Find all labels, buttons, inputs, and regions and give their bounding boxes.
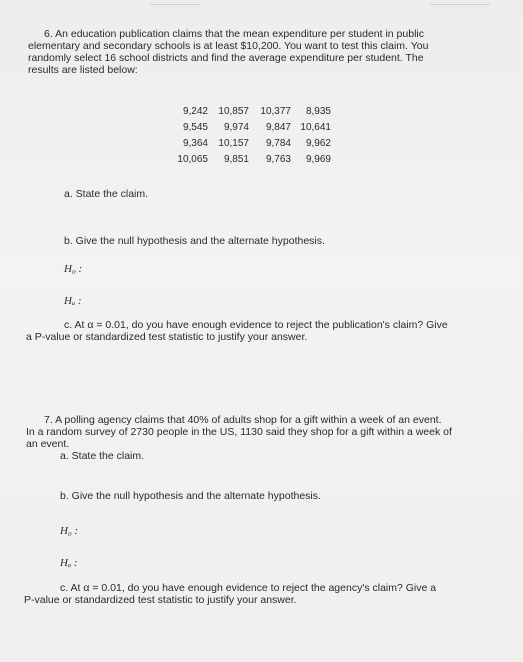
q6-part-b: b. Give the null hypothesis and the alternate hypothesis. [64, 235, 325, 247]
q6-null-hypothesis-label: H₀ : [64, 263, 83, 275]
data-cell: 10,641 [300, 121, 331, 133]
q6-part-c-line: c. At α = 0.01, do you have enough evidence to reject the publication's claim? Give [64, 319, 448, 331]
q7-intro-line: 7. A polling agency claims that 40% of adults shop for a gift within a week of an event. [44, 414, 442, 426]
data-cell: 10,157 [218, 137, 249, 149]
q6-intro-line: results are listed below: [28, 64, 138, 76]
data-cell: 9,962 [305, 137, 331, 149]
table-row [170, 151, 331, 167]
q7-part-a: a. State the claim. [60, 450, 145, 462]
q7-part-b: b. Give the null hypothesis and the alternate hypothesis. [60, 490, 321, 502]
data-cell: 10,377 [260, 105, 291, 117]
q7-alternate-hypothesis-label: Hₐ : [60, 557, 78, 569]
table-row [170, 119, 331, 135]
data-cell: 9,847 [265, 121, 291, 133]
data-cell: 10,857 [218, 105, 249, 117]
data-cell: 9,969 [305, 153, 331, 165]
expenditure-data-table [170, 103, 331, 167]
q7-intro-line: In a random survey of 2730 people in the US, 1130 said they shop for a gift within a week of [26, 426, 452, 438]
data-cell: 9,364 [182, 137, 208, 149]
table-row [170, 103, 331, 119]
q6-intro-line: randomly select 16 school districts and find the average expenditure per student. The [28, 52, 424, 64]
q7-intro-line: an event. [26, 438, 70, 450]
q7-part-c-line: P-value or standardized test statistic to justify your answer. [24, 594, 297, 606]
data-cell: 9,974 [223, 121, 249, 133]
data-cell: 9,242 [182, 105, 208, 117]
q6-intro-line: 6. An education publication claims that the mean expenditure per student in public [44, 28, 424, 40]
data-cell: 9,545 [182, 121, 208, 133]
top-edge-mark [430, 4, 490, 5]
q7-null-hypothesis-label: H₀ : [60, 525, 79, 537]
q6-part-a: a. State the claim. [64, 188, 149, 200]
q7-part-c-line: c. At α = 0.01, do you have enough evidence to reject the agency's claim? Give a [60, 582, 437, 594]
data-cell: 9,763 [265, 153, 291, 165]
q6-intro-line: elementary and secondary schools is at least $10,200. You want to test this claim. You [28, 40, 429, 52]
q6-part-c-line: a P-value or standardized test statistic to justify your answer. [26, 331, 308, 343]
q6-alternate-hypothesis-label: Hₐ : [64, 295, 82, 307]
data-cell: 9,784 [265, 137, 291, 149]
table-row [170, 135, 331, 151]
data-cell: 8,935 [305, 105, 331, 117]
data-cell: 10,065 [177, 153, 208, 165]
top-edge-mark [150, 4, 200, 5]
data-cell: 9,851 [223, 153, 249, 165]
